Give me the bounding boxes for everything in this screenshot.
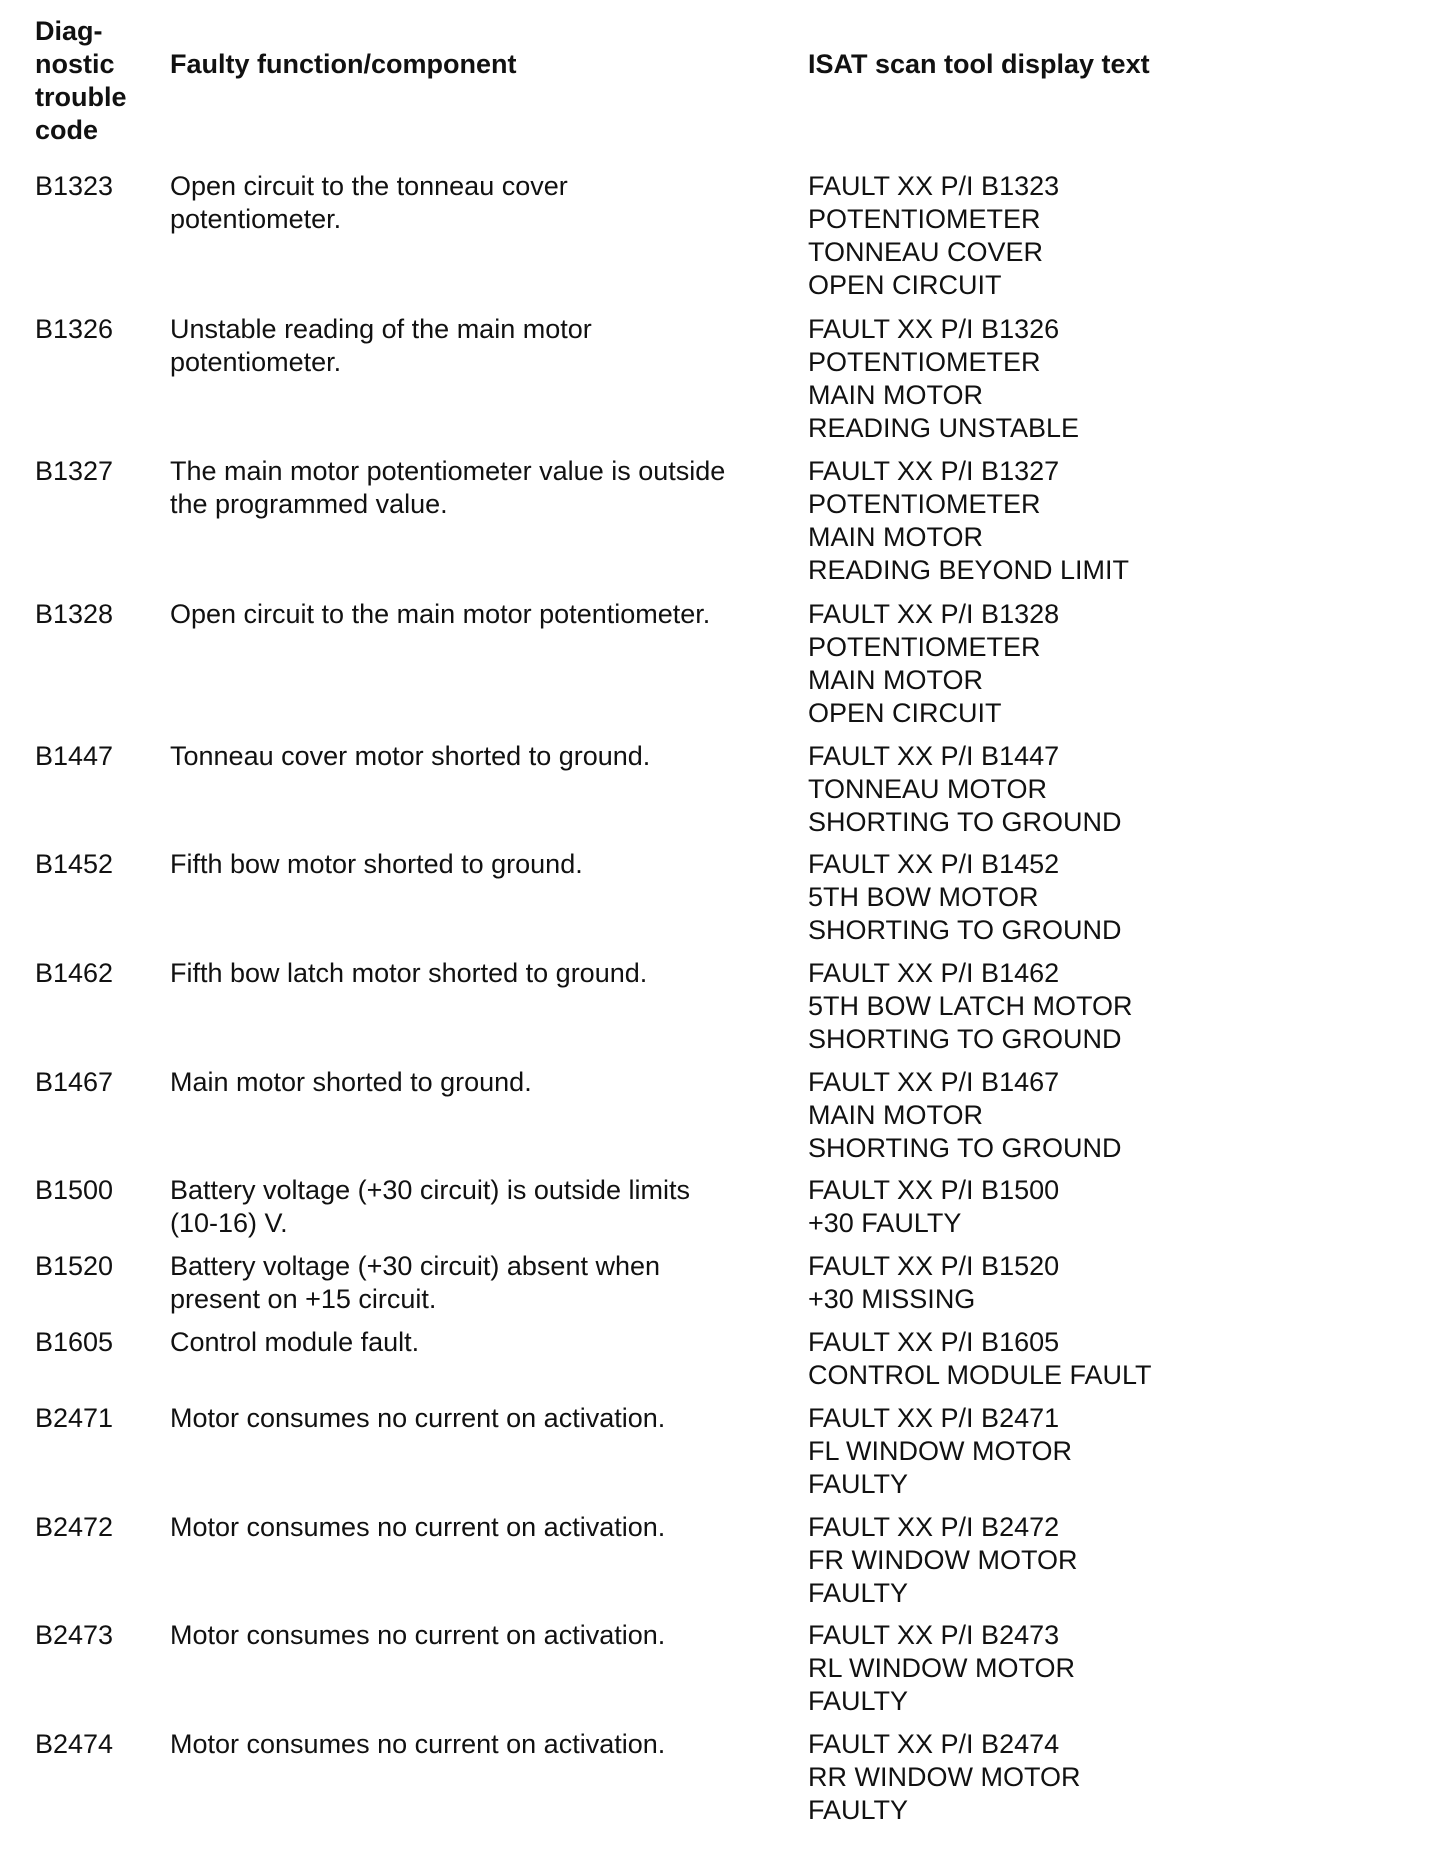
display-line: FAULT XX P/I B2471 [808,1403,1060,1433]
display-line: FAULT XX P/I B2472 [808,1512,1060,1542]
header-code-line: Diag- [35,16,103,46]
display-line: SHORTING TO GROUND [808,915,1122,945]
scan-tool-display [808,1250,1408,1316]
dtc-code: B1328 [35,599,114,629]
display-line: FAULT XX P/I B1520 [808,1251,1060,1281]
faulty-function: Tonneau cover motor shorted to ground. [170,741,651,771]
display-line: CONTROL MODULE FAULT [808,1360,1152,1390]
display-line: TONNEAU MOTOR [808,774,1048,804]
display-line: FL WINDOW MOTOR [808,1436,1072,1466]
display-line: +30 MISSING [808,1284,976,1314]
scan-tool-display [808,957,1408,1056]
display-line: POTENTIOMETER [808,632,1041,662]
scan-tool-display [808,170,1408,302]
faulty-function: Main motor shorted to ground. [170,1067,532,1097]
faulty-function: Motor consumes no current on activation. [170,1620,666,1650]
faulty-function: Fifth bow motor shorted to ground. [170,849,583,879]
display-line: SHORTING TO GROUND [808,1024,1122,1054]
display-line: FAULT XX P/I B2474 [808,1729,1060,1759]
scan-tool-display [808,1619,1408,1718]
display-line: FAULT XX P/I B1326 [808,314,1060,344]
display-line: POTENTIOMETER [808,347,1041,377]
scan-tool-display [808,1402,1408,1501]
display-line: +30 FAULTY [808,1208,962,1238]
faulty-function: Control module fault. [170,1327,420,1357]
dtc-code: B2471 [35,1403,114,1433]
header-code-line: code [35,115,99,145]
dtc-code: B1462 [35,958,114,988]
display-line: READING UNSTABLE [808,413,1080,443]
scan-tool-display [808,1511,1408,1610]
dtc-code: B1447 [35,741,114,771]
display-line: FAULT XX P/I B2473 [808,1620,1060,1650]
display-line: MAIN MOTOR [808,665,983,695]
display-line: FAULT XX P/I B1327 [808,456,1060,486]
dtc-code: B1520 [35,1251,114,1281]
display-line: 5TH BOW MOTOR [808,882,1039,912]
dtc-code: B1326 [35,314,114,344]
scan-tool-display [808,1326,1408,1392]
display-line: RL WINDOW MOTOR [808,1653,1075,1683]
display-line: FAULT XX P/I B1452 [808,849,1060,879]
header-code-line: trouble [35,82,127,112]
dtc-code: B1452 [35,849,114,879]
display-line: FAULT XX P/I B1467 [808,1067,1060,1097]
display-line: FAULT XX P/I B1323 [808,171,1060,201]
header-code-line: nostic [35,49,115,79]
display-line: FAULT XX P/I B1500 [808,1175,1060,1205]
scan-tool-display [808,848,1408,947]
scan-tool-display [808,1066,1408,1165]
display-line: FAULTY [808,1469,909,1499]
display-line: OPEN CIRCUIT [808,270,1002,300]
scan-tool-display [808,598,1408,730]
faulty-function: Motor consumes no current on activation. [170,1512,666,1542]
display-line: OPEN CIRCUIT [808,698,1002,728]
dtc-code: B1605 [35,1327,114,1357]
faulty-function: Open circuit to the tonneau cover potentiometer. [170,171,568,234]
header-code [35,15,155,147]
scan-tool-display [808,1728,1408,1827]
display-line: FR WINDOW MOTOR [808,1545,1078,1575]
faulty-function: Battery voltage (+30 circuit) absent when present on +15 circuit. [170,1251,661,1314]
display-line: FAULT XX P/I B1605 [808,1327,1060,1357]
dtc-code: B2474 [35,1729,114,1759]
faulty-function: Fifth bow latch motor shorted to ground. [170,958,648,988]
dtc-code: B2472 [35,1512,114,1542]
display-line: SHORTING TO GROUND [808,807,1122,837]
faulty-function: Motor consumes no current on activation. [170,1729,666,1759]
scan-tool-display [808,740,1408,839]
display-line: RR WINDOW MOTOR [808,1762,1081,1792]
faulty-function: Unstable reading of the main motor potentiometer. [170,314,592,377]
display-line: 5TH BOW LATCH MOTOR [808,991,1133,1021]
scan-tool-display [808,1174,1408,1240]
dtc-code: B1500 [35,1175,114,1205]
display-line: FAULTY [808,1686,909,1716]
display-line: MAIN MOTOR [808,1100,983,1130]
header-function: Faulty function/component [170,49,517,79]
faulty-function: Battery voltage (+30 circuit) is outside limits (10-16) V. [170,1175,690,1238]
dtc-code: B2473 [35,1620,114,1650]
display-line: FAULTY [808,1578,909,1608]
display-line: MAIN MOTOR [808,522,983,552]
display-line: FAULT XX P/I B1462 [808,958,1060,988]
display-line: MAIN MOTOR [808,380,983,410]
display-line: POTENTIOMETER [808,204,1041,234]
display-line: SHORTING TO GROUND [808,1133,1122,1163]
display-line: FAULTY [808,1795,909,1825]
dtc-code: B1467 [35,1067,114,1097]
faulty-function: The main motor potentiometer value is outside the programmed value. [170,456,726,519]
display-line: FAULT XX P/I B1328 [808,599,1060,629]
faulty-function: Open circuit to the main motor potentiometer. [170,599,711,629]
header-display: ISAT scan tool display text [808,49,1150,79]
display-line: FAULT XX P/I B1447 [808,741,1060,771]
dtc-code: B1327 [35,456,114,486]
display-line: TONNEAU COVER [808,237,1044,267]
dtc-code: B1323 [35,171,114,201]
display-line: POTENTIOMETER [808,489,1041,519]
display-line: READING BEYOND LIMIT [808,555,1130,585]
faulty-function: Motor consumes no current on activation. [170,1403,666,1433]
scan-tool-display [808,455,1408,587]
scan-tool-display [808,313,1408,445]
